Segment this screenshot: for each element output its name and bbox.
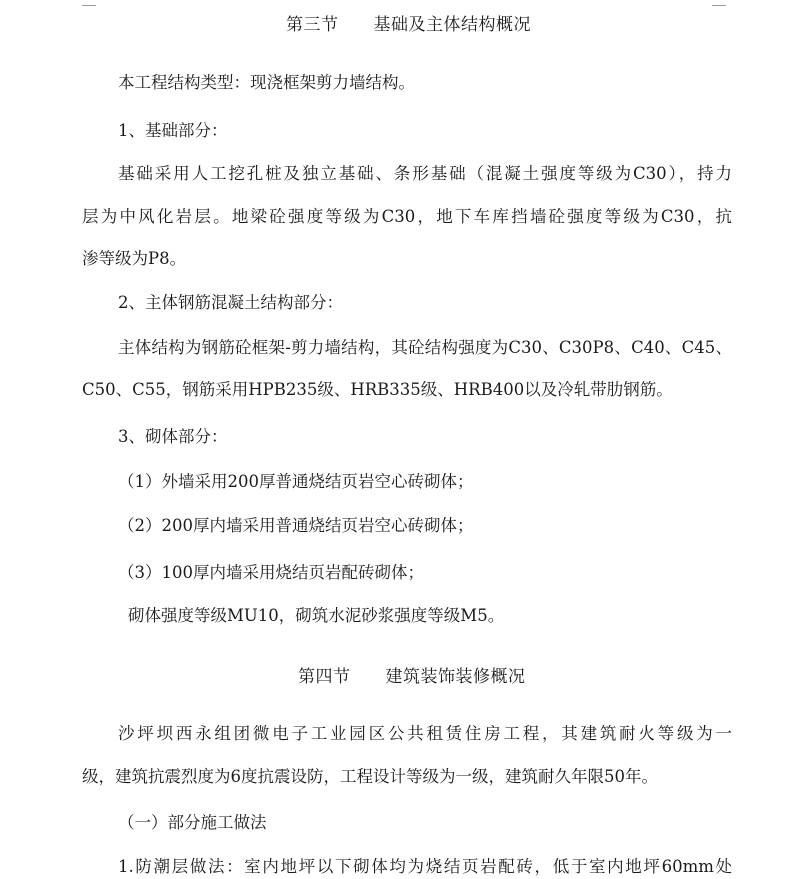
foundation-heading: 1、基础部分： — [118, 121, 228, 140]
foundation-line-2: 层为中风化岩层。地梁砼强度等级为C30，地下车库挡墙砼强度等级为C30，抗 — [82, 207, 732, 226]
section4-title: 第四节 建筑装饰装修概况 — [298, 667, 526, 687]
construction-item-1: 1.防潮层做法：室内地坪以下砌体均为烧结页岩配砖，低于室内地坪60mm处 — [118, 857, 732, 876]
section3-title: 第三节 基础及主体结构概况 — [286, 15, 531, 35]
masonry-item-1: （1）外墙采用200厚普通烧结页岩空心砖砌体； — [118, 472, 474, 491]
structure-type-paragraph: 本工程结构类型：现浇框架剪力墙结构。 — [118, 73, 415, 92]
crop-mark-left — [82, 0, 96, 6]
masonry-strength: 砌体强度等级MU10，砌筑水泥砂浆强度等级M5。 — [128, 606, 505, 625]
crop-mark-right — [712, 0, 726, 6]
foundation-line-3: 渗等级为P8。 — [82, 249, 187, 268]
masonry-item-2: （2）200厚内墙采用普通烧结页岩空心砖砌体； — [118, 516, 474, 535]
masonry-item-3: （3）100厚内墙采用烧结页岩配砖砌体； — [118, 563, 424, 582]
section4-intro-line-1: 沙坪坝西永组团微电子工业园区公共租赁住房工程，其建筑耐火等级为一 — [118, 724, 732, 743]
main-structure-heading: 2、主体钢筋混凝土结构部分： — [118, 293, 343, 312]
masonry-heading: 3、砌体部分： — [118, 427, 228, 446]
main-structure-line-2: C50、C55，钢筋采用HPB235级、HRB335级、HRB400以及冷轧带肋钢筋。 — [82, 380, 673, 399]
subsection-heading: （一）部分施工做法 — [118, 813, 267, 832]
section4-intro-line-2: 级，建筑抗震烈度为6度抗震设防，工程设计等级为一级，建筑耐久年限50年。 — [82, 767, 658, 786]
main-structure-line-1: 主体结构为钢筋砼框架-剪力墙结构，其砼结构强度为C30、C30P8、C40、C45、 — [118, 338, 732, 357]
foundation-line-1: 基础采用人工挖孔桩及独立基础、条形基础（混凝土强度等级为C30），持力 — [118, 164, 732, 183]
